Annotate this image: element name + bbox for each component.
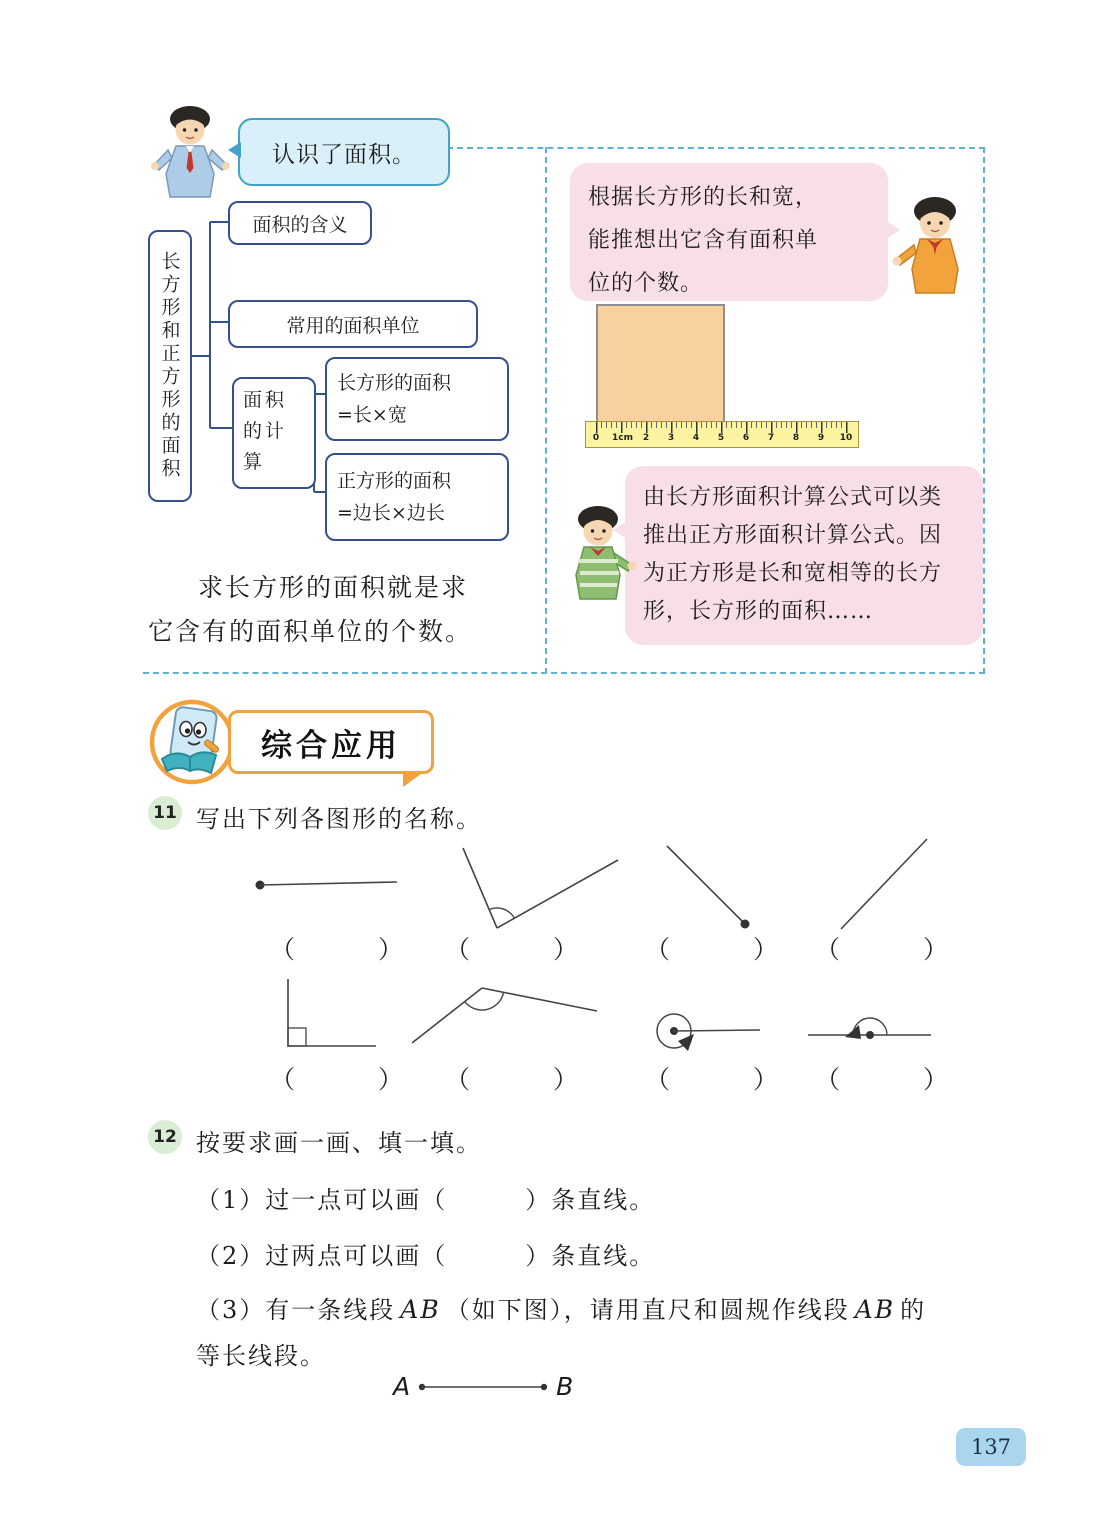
boy2-line2: 推出正方形面积计算公式。因 bbox=[643, 523, 943, 548]
rect-area-line2: =长×宽 bbox=[337, 404, 407, 426]
mindmap-branch-calc-label: 面积的计算 bbox=[243, 389, 288, 473]
ruler-tick-7: 7 bbox=[767, 433, 775, 443]
segment-ab-label: AB bbox=[400, 1295, 441, 1324]
figure-ray-icon bbox=[250, 845, 400, 905]
boy2-speech-bubble bbox=[625, 466, 983, 645]
boy1-illustration bbox=[888, 193, 980, 297]
ruler-tick-9: 9 bbox=[817, 433, 825, 443]
q12-number: 12 bbox=[153, 1127, 177, 1147]
q12-item3-line1 bbox=[196, 1290, 986, 1325]
ruler bbox=[585, 421, 859, 448]
section-mascot-icon bbox=[148, 698, 236, 786]
page-number-badge bbox=[956, 1428, 1026, 1466]
boy1-line3: 位的个数。 bbox=[588, 271, 704, 296]
q11-blank-4: （ ） bbox=[815, 935, 951, 964]
q11-number-badge bbox=[148, 796, 182, 830]
segment-ab-figure bbox=[393, 1372, 573, 1401]
q11-blank-7: （ ） bbox=[645, 1065, 781, 1094]
figure-obtuse-angle-icon bbox=[405, 983, 605, 1051]
q12-item3-part2: （如下图），请用直尺和圆规作线段 bbox=[445, 1296, 850, 1324]
ruler-tick-8: 8 bbox=[792, 433, 800, 443]
q12-number-badge bbox=[148, 1120, 182, 1154]
ruler-tick-3: 3 bbox=[667, 433, 675, 443]
point-a-label: A bbox=[393, 1372, 411, 1401]
ruler-tick-5: 5 bbox=[717, 433, 725, 443]
q12-item3-line2: 等长线段。 bbox=[196, 1342, 326, 1370]
q11-blank-3: （ ） bbox=[645, 935, 781, 964]
ruler-tick-1cm: 1cm bbox=[612, 433, 633, 443]
figure-round-angle-icon bbox=[650, 1003, 765, 1061]
figure-ray-endpoint-icon bbox=[653, 838, 758, 936]
section-title-box bbox=[228, 710, 434, 774]
summary-line1: 求长方形的面积就是求 bbox=[198, 573, 469, 602]
q11-text: 写出下列各图形的名称。 bbox=[196, 805, 482, 833]
q11-blank-6: （ ） bbox=[445, 1065, 581, 1094]
q11-blank-2: （ ） bbox=[445, 935, 581, 964]
mindmap-branch-meaning-label: 面积的含义 bbox=[252, 213, 348, 236]
q11-number: 11 bbox=[153, 803, 177, 823]
mindmap-branch-units bbox=[228, 300, 478, 348]
mindmap-leaf-rect-area bbox=[325, 357, 509, 441]
ruler-tick-0: 0 bbox=[592, 433, 600, 443]
q11-blank-8: （ ） bbox=[815, 1065, 951, 1094]
boy2-line4: 形，长方形的面积…… bbox=[643, 599, 874, 624]
ruler-tick-4: 4 bbox=[692, 433, 700, 443]
mindmap-root-box bbox=[148, 230, 192, 502]
review-summary bbox=[148, 566, 548, 654]
page-number: 137 bbox=[970, 1435, 1012, 1459]
section-title: 综合应用 bbox=[261, 727, 401, 764]
segment-ab-label: AB bbox=[854, 1295, 896, 1324]
boy1-line1: 根据长方形的长和宽， bbox=[588, 185, 819, 210]
figure-right-angle-icon bbox=[280, 977, 380, 1053]
measured-rectangle bbox=[596, 304, 725, 426]
figure-straight-angle-icon bbox=[803, 1005, 938, 1057]
mindmap-branch-units-label: 常用的面积单位 bbox=[286, 314, 420, 337]
ruler-tick-6: 6 bbox=[742, 433, 750, 443]
boy2-line3: 为正方形是长和宽相等的长方 bbox=[643, 561, 943, 586]
q12-item1: （1）过一点可以画（ ）条直线。 bbox=[196, 1186, 656, 1214]
figure-acute-angle-icon bbox=[440, 838, 630, 936]
q12-item3-part3: 的 bbox=[900, 1296, 927, 1324]
teacher-speech-text: 认识了面积。 bbox=[272, 141, 416, 168]
q11-blank-5: （ ） bbox=[270, 1065, 406, 1094]
mindmap-root-label: 长方形和正方形的面积 bbox=[158, 251, 181, 481]
q11-blank-1: （ ） bbox=[270, 935, 406, 964]
mindmap-branch-meaning bbox=[228, 201, 372, 245]
boy2-line1: 由长方形面积计算公式可以类 bbox=[643, 485, 943, 510]
square-area-line2: =边长×边长 bbox=[337, 502, 445, 524]
mindmap-leaf-square-area bbox=[325, 453, 509, 541]
boy1-line2: 能推想出它含有面积单 bbox=[588, 228, 819, 253]
summary-line2: 它含有的面积单位的个数。 bbox=[148, 617, 473, 646]
segment-ab-icon bbox=[417, 1380, 549, 1394]
point-b-label: B bbox=[556, 1372, 574, 1401]
square-area-line1: 正方形的面积 bbox=[337, 470, 452, 492]
q12-text: 按要求画一画、填一填。 bbox=[196, 1129, 482, 1157]
rect-area-line1: 长方形的面积 bbox=[337, 372, 452, 394]
boy1-speech-bubble bbox=[570, 163, 888, 301]
ruler-tick-2: 2 bbox=[642, 433, 650, 443]
q12-item2: （2）过两点可以画（ ）条直线。 bbox=[196, 1242, 656, 1270]
mindmap-branch-calc bbox=[232, 377, 316, 489]
section-box-fold bbox=[403, 771, 425, 787]
boy2-illustration bbox=[556, 503, 644, 603]
figure-line-icon bbox=[828, 833, 938, 935]
q12-item3-part1: （3）有一条线段 bbox=[196, 1296, 396, 1324]
ruler-tick-10: 10 bbox=[839, 433, 853, 443]
